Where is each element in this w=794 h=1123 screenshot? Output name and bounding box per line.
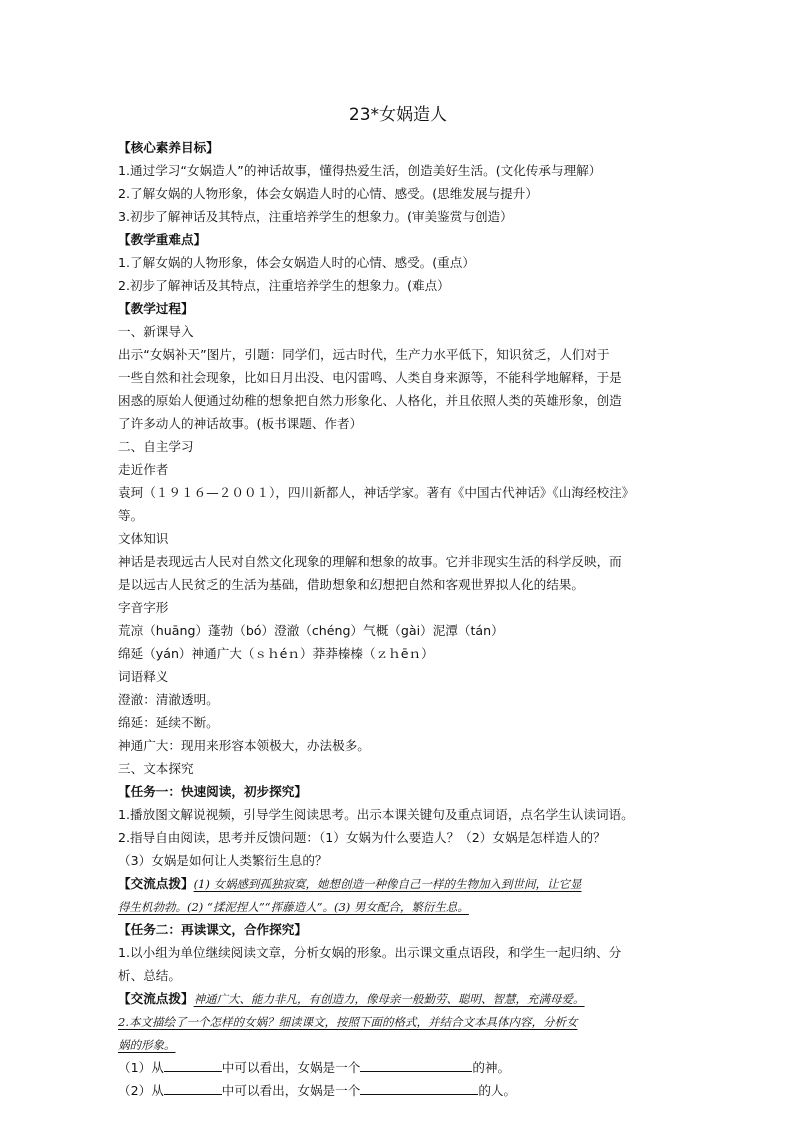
- text-line: 了许多动人的神话故事。(板书课题、作者）: [118, 416, 363, 431]
- exchange-label: 【交流点拨】: [118, 991, 194, 1006]
- text-line: 3.初步了解神话及其特点，注重培养学生的想象力。(审美鉴赏与创造）: [118, 209, 513, 224]
- subsection-heading: 词语释义: [118, 669, 169, 684]
- text-line: 1.播放图文解说视频，引导学生阅读思考。出示本课关键句及重点词语，点名学生认读词语。: [118, 807, 634, 822]
- answer-blank[interactable]: [164, 1080, 222, 1095]
- text-line: 荒凉（huāng）蓬勃（bó）澄澈（chéng）气概（gài）泥潭（tán）: [118, 623, 504, 638]
- subsection-heading: 一、新课导入: [118, 324, 194, 339]
- handwritten-question: 2.本文描绘了一个怎样的女娲？细读课文，按照下面的格式，并结合文本具体内容，分析女: [118, 1015, 578, 1029]
- fill-blank-line-1: [118, 1056, 688, 1079]
- subsection-heading: 三、文本探究: [118, 761, 194, 776]
- text-line: 神话是表现远古人民对自然文化现象的理解和想象的故事。它并非现实生活的科学反映，而: [118, 554, 622, 569]
- page-title: 23*女娲造人: [348, 105, 448, 125]
- subsection-heading: 文体知识: [118, 531, 169, 546]
- text-line: 出示“女娲补天”图片，引题：同学们，远古时代，生产力水平低下，知识贫乏，人们对于: [118, 347, 610, 362]
- subsection-heading: 二、自主学习: [118, 439, 194, 454]
- exchange-line-1: [118, 872, 688, 895]
- answer-blank[interactable]: [360, 1057, 472, 1072]
- document-body: [118, 136, 688, 1102]
- text-line: 澄澈：清澈透明。: [118, 692, 219, 707]
- fill-text: （1）从: [118, 1060, 164, 1075]
- question-line: [118, 1033, 688, 1056]
- fill-text: 中可以看出，女娲是一个: [221, 1060, 361, 1075]
- answer-blank[interactable]: [164, 1057, 222, 1072]
- fill-text: 的神。: [472, 1060, 511, 1075]
- text-line: 困惑的原始人便通过幼稚的想象把自然力形象化、人格化，并且依照人类的英雄形象，创造: [118, 393, 622, 408]
- text-line: 1.通过学习“女娲造人”的神话故事，懂得热爱生活，创造美好生活。(文化传承与理解）: [118, 163, 602, 178]
- text-line: 1.了解女娲的人物形象，体会女娲造人时的心情、感受。(重点）: [118, 255, 475, 270]
- text-line: 2.初步了解神话及其特点，注重培养学生的想象力。(难点）: [118, 278, 450, 293]
- text-line: 绵延（yán）神通广大（ｓｈéｎ）莽莽榛榛（ｚｈēｎ）: [118, 646, 434, 661]
- exchange-line-3: [118, 987, 688, 1010]
- subsection-heading: 字音字形: [118, 600, 169, 615]
- handwritten-answer: 神通广大、能力非凡，有创造力，像母亲一般勤劳、聪明、智慧，充满母爱。: [193, 992, 585, 1006]
- task-heading: 【任务一：快速阅读，初步探究】: [118, 784, 307, 799]
- exchange-line-2: [118, 895, 688, 918]
- section-heading: 【教学重难点】: [118, 232, 207, 247]
- text-line: 神通广大：现用来形容本领极大，办法极多。: [118, 738, 370, 753]
- answer-blank[interactable]: [360, 1080, 478, 1095]
- text-line: （3）女娲是如何让人类繁衍生息的？: [118, 853, 328, 868]
- section-heading: 【核心素养目标】: [118, 140, 219, 155]
- task-heading: 【任务二：再读课文，合作探究】: [118, 922, 307, 937]
- fill-text: 中可以看出，女娲是一个: [221, 1083, 361, 1098]
- exchange-label: 【交流点拨】: [118, 876, 194, 891]
- question-line: [118, 1010, 688, 1033]
- text-line: 是以远古人民贫乏的生活为基础，借助想象和幻想把自然和客观世界拟人化的结果。: [118, 577, 584, 592]
- text-line: 袁珂（１９１６—２００１），四川新都人，神话学家。著有《中国古代神话》《山海经校注》: [118, 485, 635, 500]
- subsection-heading: 走近作者: [118, 462, 169, 477]
- text-line: 一些自然和社会现象，比如日月出没、电闪雷鸣、人类自身来源等，不能科学地解释，于是: [118, 370, 622, 385]
- fill-text: （2）从: [118, 1083, 164, 1098]
- text-line: 1.以小组为单位继续阅读文章，分析女娲的形象。出示课文重点语段，和学生一起归纳、分: [118, 945, 622, 960]
- handwritten-answer: 得生机勃勃。(2) “揉泥捏人”“挥藤造人”。(3) 男女配合，繁衍生息。: [118, 900, 469, 914]
- fill-text: 的人。: [478, 1083, 517, 1098]
- text-line: 析、总结。: [118, 968, 181, 983]
- text-line: 等。: [118, 508, 144, 523]
- text-line: 2.指导自由阅读，思考并反馈问题：（1）女娲为什么要造人？（2）女娲是怎样造人的？: [118, 830, 606, 845]
- text-line: 绵延：延续不断。: [118, 715, 219, 730]
- fill-blank-line-2: [118, 1079, 688, 1102]
- section-heading: 【教学过程】: [118, 301, 194, 316]
- text-line: 2.了解女娲的人物形象，体会女娲造人时的心情、感受。(思维发展与提升）: [118, 186, 538, 201]
- handwritten-question: 娲的形象。: [118, 1038, 176, 1052]
- handwritten-answer: (1) 女娲感到孤独寂寞，她想创造一种像自己一样的生物加入到世间，让它显: [193, 877, 582, 891]
